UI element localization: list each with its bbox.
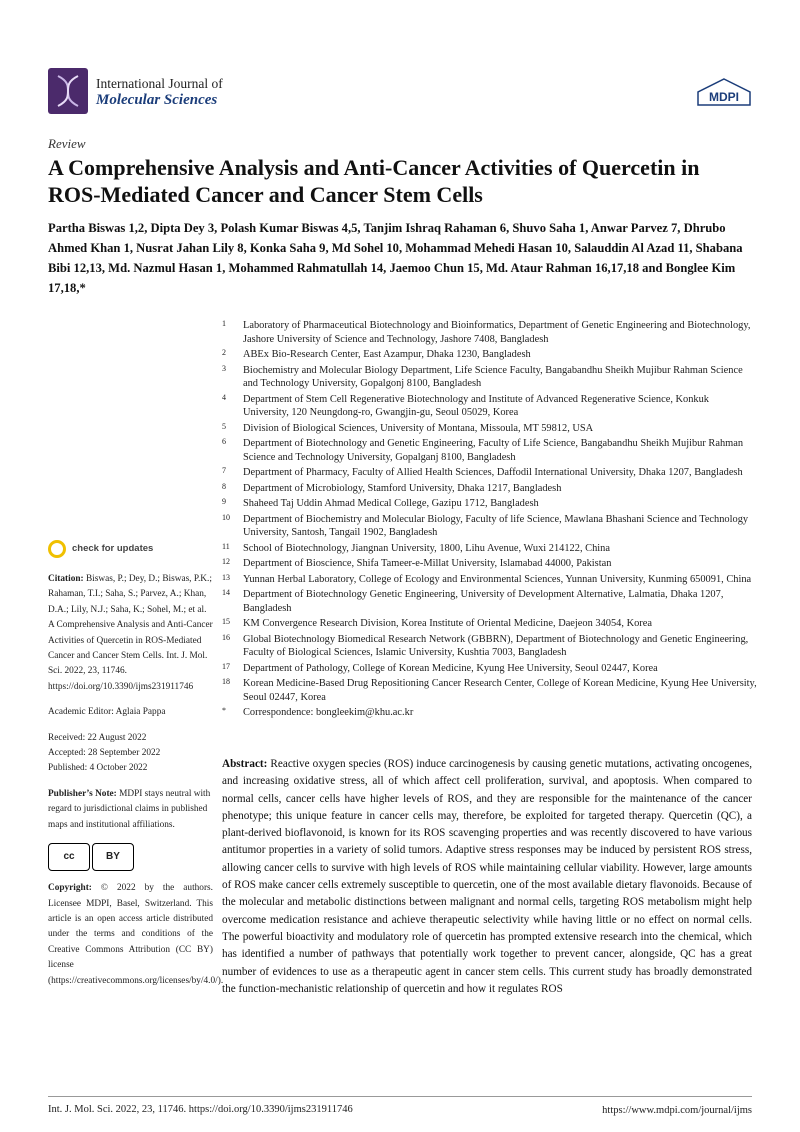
affiliation-item (222, 542, 757, 556)
affiliation-number: 7 (222, 466, 226, 475)
footer-journal-link[interactable]: https://www.mdpi.com/journal/ijms (602, 1105, 752, 1116)
affiliation-number: 8 (222, 481, 226, 491)
author-list[interactable]: Partha Biswas 1,2, Dipta Dey 3, Polash Kumar Biswas 4,5, Tanjim Ishraq Rahaman 6, Shuvo Saha 1, Anwar Parvez 7, Dhrubo Ahmed Khan 1, Nusrat Jahan Lily 8, Konka Saha 9, Md Sohel 10, Mohammad Mehedi Hasan 10, Salauddin Al Azad 11, Shabana Bibi 12,13, Md. Nazmul Hasan 1, Mohammed Rahmatullah 14, Jaemoo Chun 15, Md. Ataur Rahman 16,17,18 and Bonglee Kim 17,18,* (48, 221, 743, 295)
citation-label: Citation: (48, 574, 84, 584)
affiliation-item (222, 437, 757, 464)
affiliation-number: 4 (222, 392, 226, 402)
affiliation-number: 15 (222, 617, 230, 626)
affiliation-item (222, 422, 757, 436)
affiliation-item (222, 393, 757, 420)
affiliation-item (222, 662, 757, 676)
affiliation-item (222, 557, 757, 571)
affiliation-text: Department of Pathology, College of Korean Medicine, Kyung Hee University, Seoul 02447, Korea (243, 662, 658, 674)
affiliation-text: Laboratory of Pharmaceutical Biotechnology and Bioinformatics, Department of Genetic Engineering and Biotechnology, Jashore University of Science and Technology, Jashore 7408, Bangladesh (243, 320, 751, 345)
copyright (48, 881, 224, 989)
publisher-note-label: Publisher’s Note: (48, 788, 117, 799)
mdpi-icon (694, 78, 754, 106)
mdpi-logo-text: MDPI (709, 90, 739, 104)
page-footer (48, 1096, 752, 1115)
affiliation-text: Correspondence: bongleekim@khu.ac.kr (243, 707, 414, 718)
affiliation-text: Department of Biotechnology Genetic Engineering, University of Development Alternative, Lalmatia, Dhaka 1207, Bangladesh (243, 589, 724, 614)
cc-license-badge[interactable] (48, 843, 213, 871)
affiliation-text: Division of Biological Sciences, University of Montana, Missoula, MT 59812, USA (243, 422, 594, 434)
footer-citation[interactable]: Int. J. Mol. Sci. 2022, 23, 11746. https://doi.org/10.3390/ijms231911746 (48, 1104, 353, 1115)
affiliation-number: 17 (222, 661, 230, 671)
affiliation-text: Biochemistry and Molecular Biology Department, Life Science Faculty, Bangabandhu Sheikh Mujibur Rahman Science and Technology University, Gopalgonj 8100, Bangladesh (243, 364, 743, 389)
affiliation-number: 3 (222, 363, 226, 373)
affiliation-item (222, 513, 757, 540)
abstract-label: Abstract: (222, 758, 268, 770)
check-for-updates-button[interactable] (48, 540, 213, 558)
affiliation-text: Yunnan Herbal Laboratory, College of Ecology and Environmental Sciences, Yunnan University, Kunming 650091, China (243, 573, 752, 585)
affiliation-item (222, 588, 757, 615)
affiliation-text: KM Convergence Research Division, Korea Institute of Oriental Medicine, Daejeon 34054, Korea (243, 618, 652, 629)
affiliation-text: Global Biotechnology Biomedical Research Network (GBBRN), Department of Biotechnology and Genetic Engineering, Faculty of Biological Sciences, Islamic University, Kushtia 7003, Bangladesh (243, 633, 749, 658)
affiliation-item (222, 706, 757, 720)
citation-text[interactable]: Biswas, P.; Dey, D.; Biswas, P.K.; Rahaman, T.I.; Saha, S.; Parvez, A.; Khan, D.A.; Lily, N.J.; Saha, K.; Sohel, M.; et al. A Comprehensive Analysis and Anti-Cancer Activities of Quercetin in ROS-Mediated Cancer and Cancer Stem Cells. Int. J. Mol. Sci. 2022, 23, 11746. https://doi.org/10.3390/ijms231911746 (48, 574, 213, 692)
affiliation-number: 9 (222, 497, 226, 506)
publisher-note-text: MDPI stays neutral with regard to jurisdictional claims in published maps and institutional affiliations. (48, 788, 211, 830)
affiliation-number: 6 (222, 437, 226, 446)
dna-icon (48, 68, 88, 114)
copyright-label: Copyright: (48, 883, 92, 894)
affiliation-number: 16 (222, 632, 230, 642)
affiliation-text: Korean Medicine-Based Drug Repositioning Cancer Research Center, College of Korean Medicine, Kyung Hee University, Seoul 02447, Korea (243, 678, 757, 703)
affiliation-text: Department of Biotechnology and Genetic Engineering, Faculty of Life Science, Bangabandhu Sheikh Mujibur Rahman Science and Technology University, Gopalganj 8100, Bangladesh (243, 438, 744, 463)
article-type: Review (48, 136, 86, 151)
cc-icon: cc (48, 843, 90, 871)
affiliation-number: 13 (222, 572, 230, 582)
abstract (222, 756, 752, 998)
copyright-text: © 2022 by the authors. Licensee MDPI, Basel, Switzerland. This article is an open access article distributed under the terms and conditions of the Creative Commons Attribution (CC BY) license (https://creativecommons.org/licenses/by/4.0/). (48, 883, 224, 986)
affiliation-number: 1 (222, 319, 226, 328)
affiliation-text: Department of Microbiology, Stamford University, Dhaka 1217, Bangladesh (243, 482, 562, 494)
journal-logo (48, 68, 88, 114)
published-date: Published: 4 October 2022 (48, 763, 148, 774)
abstract-text: Reactive oxygen species (ROS) induce carcinogenesis by causing genetic mutations, activating oncogenes, and increasing oxidative stress, all of which affect cell proliferation, survival, and apoptosis. When compared to normal cells, cancer cells have higher levels of ROS, and they are responsible for the maintenance of the cancer phenotype; this unique feature in cancer cells may, therefore, be exploited for targeted therapy. Quercetin (QC), a plant-derived bioflavonoid, is known for its ROS scavenging properties and was recently discovered to have various antitumor properties in a variety of solid tumors. Adaptive stress responses may be induced by persistent ROS stress, allowing cancer cells to survive with high levels of ROS while maintaining cellular viability. However, large amounts of ROS make cancer cells extremely susceptible to quercetin, one of the most available dietary flavonoids. Because of the molecular and metabolic distinctions between malignant and normal cells, targeting ROS metabolism might help overcome medication resistance and achieve therapeutic selectivity while having little or no effect on normal cells. The powerful bioactivity and modulatory role of quercetin has prompted extensive research into the chemical, which has identified a number of pathways that potentially work together to prevent cancer, alongside, QC has a great number of evidences to use as a therapeutic agent in cancer stem cells. This current study has broadly demonstrated the function-mechanistic relationship of quercetin and how it regulates ROS (222, 758, 752, 995)
check-updates-label: check for updates (72, 543, 154, 554)
affiliation-item (222, 677, 757, 704)
affiliation-number: 10 (222, 512, 230, 522)
affiliation-number: 5 (222, 421, 226, 431)
affiliation-number: 14 (222, 588, 230, 597)
affiliation-text: Department of Biochemistry and Molecular Biology, Faculty of life Science, Mawlana Bhashani Science and Technology University, Santosh, Tangail 1902, Bangladesh (243, 513, 749, 538)
affiliation-item (222, 319, 757, 346)
affiliation-text: Department of Stem Cell Regenerative Biotechnology and Institute of Advanced Regenerative Science, Konkuk University, 120 Neungdong-ro, Gwangjin-gu, Seoul 05029, Korea (243, 393, 709, 418)
affiliation-number: * (222, 706, 226, 715)
citation (48, 572, 213, 695)
journal-name-line2: Molecular Sciences (96, 92, 218, 108)
affiliation-item (222, 348, 757, 362)
affiliation-text: Department of Bioscience, Shifa Tameer-e-Millat University, Islamabad 44000, Pakistan (243, 558, 612, 569)
affiliation-item (222, 466, 757, 480)
affiliation-text: Department of Pharmacy, Faculty of Allied Health Sciences, Daffodil International University, Dhaka 1207, Bangladesh (243, 467, 743, 478)
affiliation-item (222, 617, 757, 631)
sidebar (48, 540, 224, 989)
article-title: A Comprehensive Analysis and Anti-Cancer Activities of Quercetin in ROS-Mediated Cancer and Cancer Stem Cells (48, 155, 700, 207)
received-date: Received: 22 August 2022 (48, 732, 147, 743)
check-updates-icon (48, 540, 66, 558)
affiliations-list (222, 319, 757, 722)
affiliation-text: School of Biotechnology, Jiangnan University, 1800, Lihu Avenue, Wuxi 214122, China (243, 542, 610, 554)
affiliation-number: 12 (222, 557, 230, 566)
academic-editor: Academic Editor: Aglaia Pappa (48, 707, 166, 718)
affiliation-item (222, 573, 757, 587)
accepted-date: Accepted: 28 September 2022 (48, 748, 161, 759)
publisher-logo[interactable] (694, 78, 754, 111)
affiliation-item (222, 482, 757, 496)
journal-name-line1: International Journal of (96, 76, 223, 91)
affiliation-text: Shaheed Taj Uddin Ahmad Medical College, Gazipu 1712, Bangladesh (243, 498, 539, 509)
by-icon: BY (92, 843, 134, 871)
affiliation-number: 2 (222, 348, 226, 357)
affiliation-number: 11 (222, 541, 230, 551)
affiliation-item (222, 497, 757, 511)
affiliation-text: ABEx Bio-Research Center, East Azampur, Dhaka 1230, Bangladesh (243, 349, 531, 360)
affiliation-number: 18 (222, 677, 230, 686)
affiliation-item (222, 364, 757, 391)
publisher-note (48, 787, 213, 833)
affiliation-item (222, 633, 757, 660)
